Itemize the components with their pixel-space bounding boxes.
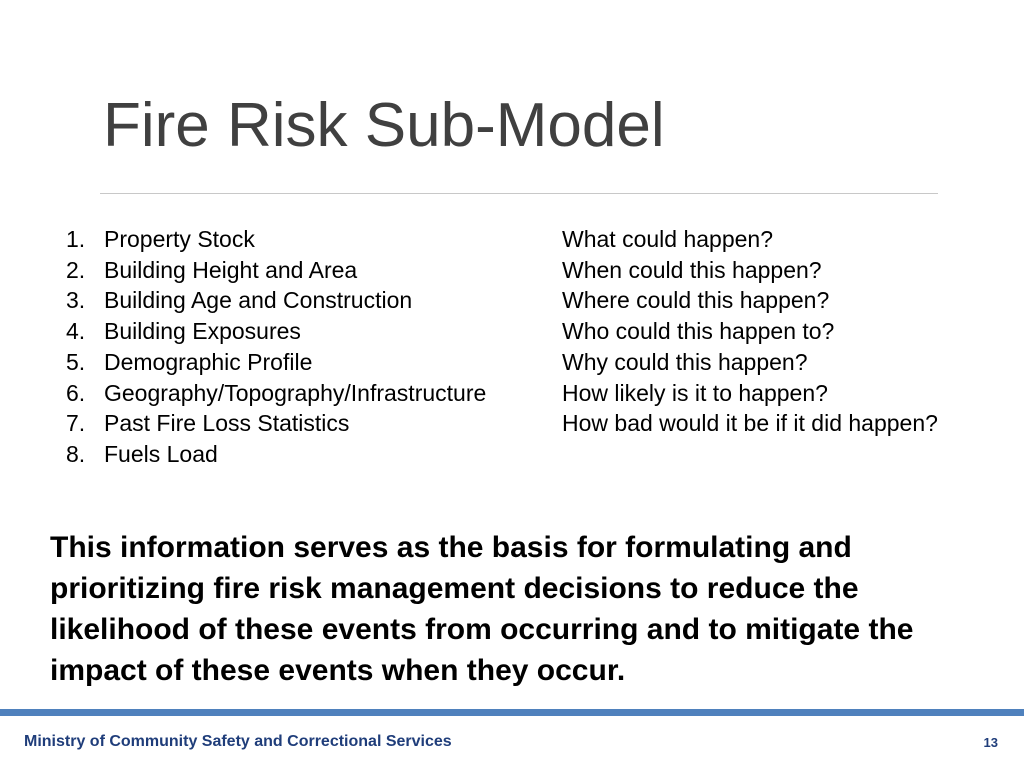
risk-factor-number: 2. [66,256,86,283]
risk-factor-item [56,255,486,286]
risk-factor-label: Building Height and Area [104,256,358,283]
risk-factor-label: Building Age and Construction [104,287,413,314]
risk-factor-number: 6. [66,379,86,406]
risk-factor-label: Property Stock [104,226,255,252]
risk-factor-label: Fuels Load [104,440,218,467]
risk-factor-item [56,378,486,409]
risk-factor-number: 8. [66,440,86,467]
risk-question-item: When could this happen? [562,256,822,283]
risk-factor-list [56,224,486,470]
footer-organization: Ministry of Community Safety and Correctional Services [24,733,452,750]
risk-factor-item [56,347,486,378]
risk-factor-label: Geography/Topography/Infrastructure [104,379,487,406]
risk-question-list [562,224,938,439]
footer-accent-bar [0,709,1024,716]
risk-factor-label: Building Exposures [104,318,301,345]
risk-factor-label: Past Fire Loss Statistics [104,410,350,437]
risk-question-item: How likely is it to happen? [562,379,828,406]
slide-title: Fire Risk Sub-Model [103,91,665,160]
risk-factor-number: 1. [66,226,86,252]
risk-factor-item [56,285,486,316]
risk-factor-item [56,408,486,439]
title-divider [100,193,938,194]
risk-factor-number: 4. [66,318,86,345]
risk-factor-number: 3. [66,287,86,314]
risk-question-item: How bad would it be if it did happen? [562,410,938,437]
risk-question-item: What could happen? [562,226,773,252]
risk-question-item: Who could this happen to? [562,318,835,345]
risk-question-item: Where could this happen? [562,287,830,314]
risk-question-item: Why could this happen? [562,348,808,375]
risk-factor-number: 7. [66,410,86,437]
risk-factor-item [56,224,486,255]
risk-factor-label: Demographic Profile [104,348,313,375]
page-number: 13 [983,735,998,750]
risk-factor-item [56,439,486,470]
risk-factor-item [56,316,486,347]
risk-factor-number: 5. [66,348,86,375]
summary-statement: This information serves as the basis for formulating and prioritizing fire risk management decisions to reduce the likelihood of these events from occurring and to mitigate the impact of these events when they occur. [50,531,914,687]
